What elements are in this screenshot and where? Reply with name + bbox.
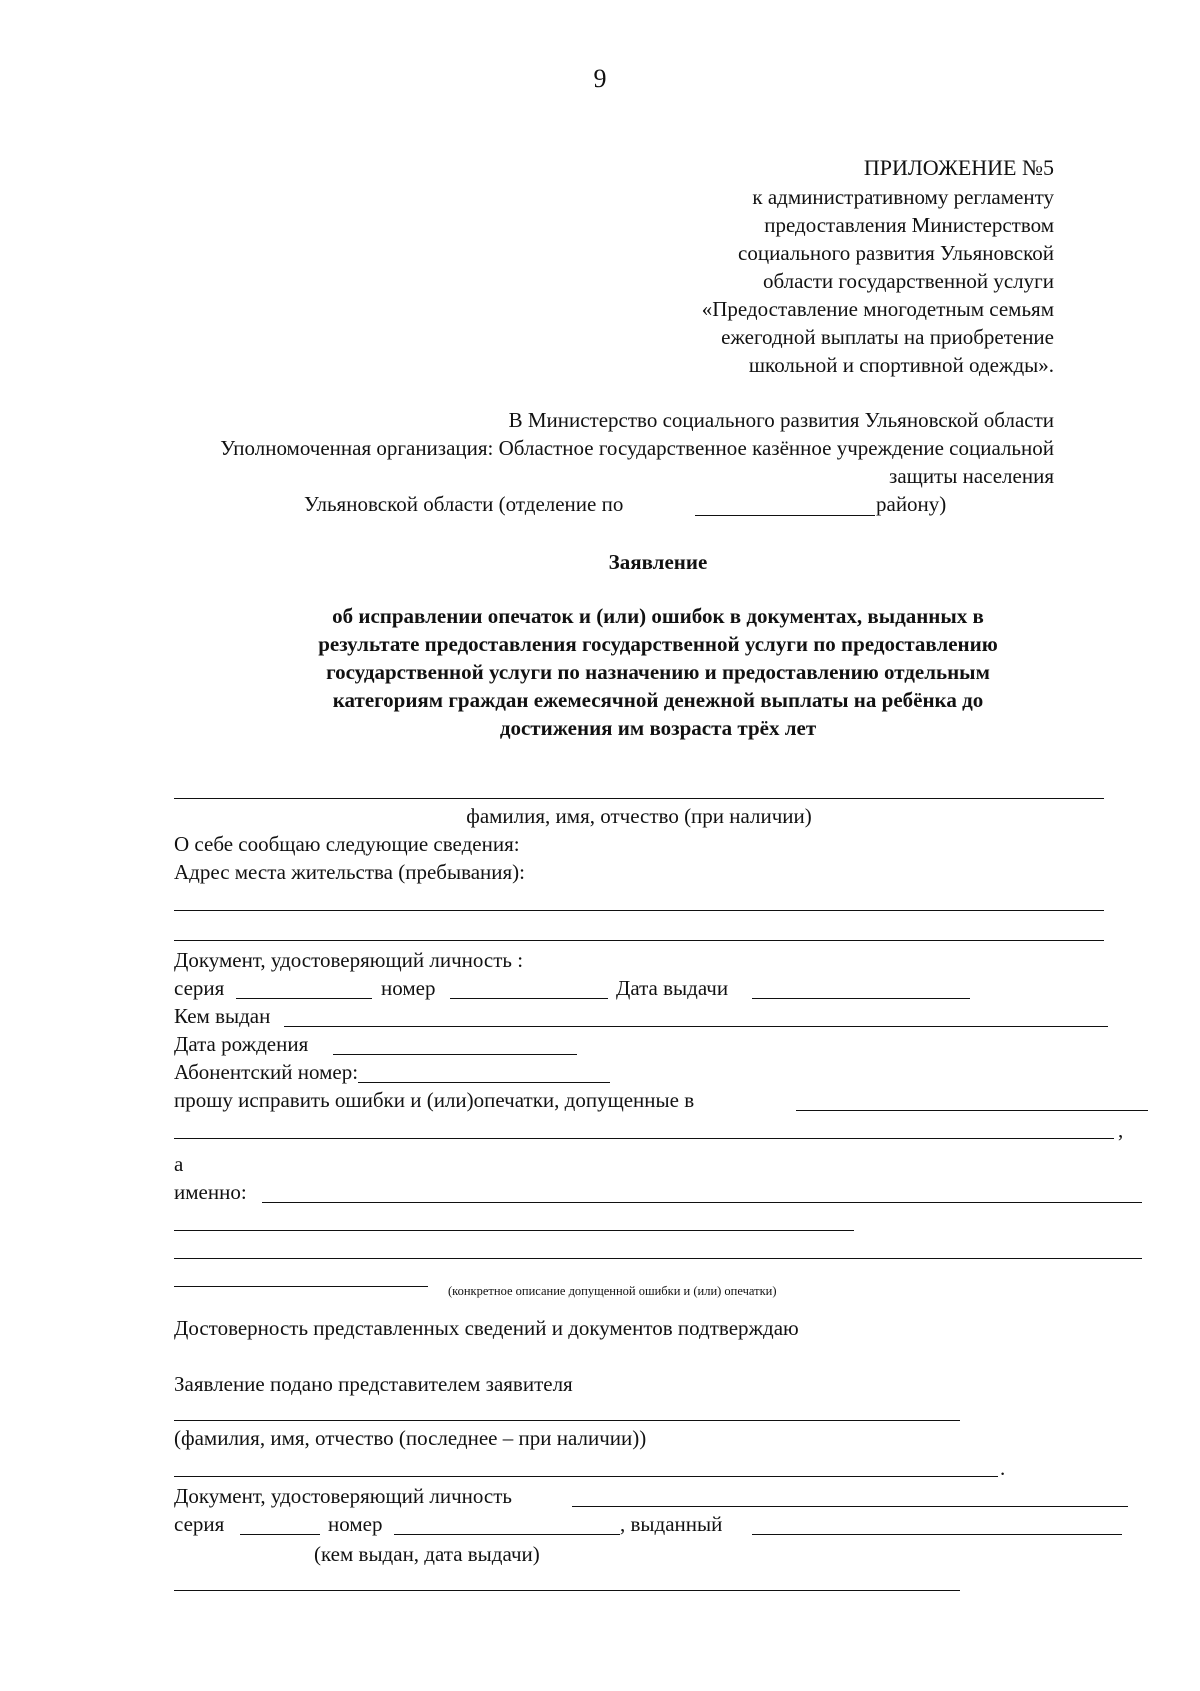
representative-issued-field[interactable]	[752, 1534, 1122, 1535]
appendix-line: предоставления Министерством	[764, 213, 1054, 237]
confirmation-text: Достоверность представленных сведений и документов подтверждаю	[174, 1316, 799, 1340]
applicant-fio-caption: фамилия, имя, отчество (при наличии)	[466, 804, 812, 828]
error-field-3[interactable]	[174, 1258, 1142, 1259]
representative-issued-caption: (кем выдан, дата выдачи)	[314, 1542, 540, 1566]
appendix-line: школьной и спортивной одежды».	[748, 353, 1054, 377]
addressee-organization-cont: защиты населения	[889, 464, 1054, 488]
request-field-2[interactable]	[174, 1138, 1114, 1139]
appendix-line: «Предоставление многодетным семьям	[701, 297, 1054, 321]
addressee-region-label: Ульяновской области (отделение по	[304, 492, 624, 516]
representative-series-label: серия	[174, 1512, 225, 1536]
phone-field[interactable]	[358, 1082, 610, 1083]
appendix-line: ежегодной выплаты на приобретение	[721, 325, 1054, 349]
appendix-title: ПРИЛОЖЕНИЕ №5	[863, 155, 1054, 180]
appendix-line: социального развития Ульяновской	[738, 241, 1054, 265]
issued-by-field[interactable]	[284, 1026, 1108, 1027]
number-field[interactable]	[450, 998, 608, 999]
representative-dot: .	[1000, 1456, 1006, 1480]
representative-label: Заявление подано представителем заявителя	[174, 1372, 573, 1396]
representative-issued-field-2[interactable]	[174, 1590, 960, 1591]
series-label: серия	[174, 976, 225, 1000]
address-field-1[interactable]	[174, 910, 1104, 911]
subtitle-line: об исправлении опечаток и (или) ошибок в документах, выданных в	[332, 604, 984, 628]
about-label: О себе сообщаю следующие сведения:	[174, 832, 520, 856]
document-title: Заявление	[608, 550, 708, 574]
address-label: Адрес места жительства (пребывания):	[174, 860, 526, 884]
representative-fio-field-2[interactable]	[174, 1476, 998, 1477]
subtitle-line: категориям граждан ежемесячной денежной выплаты на ребёнка до	[332, 688, 984, 712]
district-field[interactable]	[695, 515, 875, 516]
error-field-4[interactable]	[174, 1286, 428, 1287]
applicant-fio-field[interactable]	[174, 798, 1104, 799]
request-field-1[interactable]	[796, 1110, 1148, 1111]
representative-number-label: номер	[328, 1512, 383, 1536]
error-field-2[interactable]	[174, 1230, 854, 1231]
series-field[interactable]	[236, 998, 372, 999]
representative-number-field[interactable]	[394, 1534, 620, 1535]
addressee-organization: Уполномоченная организация: Областное государственное казённое учреждение социальной	[220, 436, 1054, 460]
page-number: 9	[593, 64, 607, 93]
appendix-line: к административному регламенту	[752, 185, 1054, 209]
a-label: а	[174, 1152, 184, 1176]
representative-id-field[interactable]	[572, 1506, 1128, 1507]
birth-date-field[interactable]	[333, 1054, 577, 1055]
representative-series-field[interactable]	[240, 1534, 320, 1535]
issued-by-label: Кем выдан	[174, 1004, 271, 1028]
addressee-ministry: В Министерство социального развития Ульяновской области	[508, 408, 1054, 432]
request-label: прошу исправить ошибки и (или)опечатки, допущенные в	[174, 1088, 695, 1112]
request-comma: ,	[1118, 1118, 1124, 1142]
id-document-label: Документ, удостоверяющий личность :	[174, 948, 524, 972]
representative-fio-caption: (фамилия, имя, отчество (последнее – при наличии))	[174, 1426, 647, 1450]
number-label: номер	[381, 976, 436, 1000]
issue-date-label: Дата выдачи	[616, 976, 729, 1000]
phone-label: Абонентский номер:	[174, 1060, 359, 1084]
issue-date-field[interactable]	[752, 998, 970, 999]
subtitle-line: государственной услуги по назначению и предоставлению отдельным	[326, 660, 990, 684]
subtitle-line: результате предоставления государственной услуги по предоставлению	[318, 632, 998, 656]
subtitle-line: достижения им возраста трёх лет	[499, 716, 817, 740]
representative-issued-label: , выданный	[620, 1512, 723, 1536]
namely-label: именно:	[174, 1180, 247, 1204]
representative-id-label: Документ, удостоверяющий личность	[174, 1484, 512, 1508]
appendix-line: области государственной услуги	[762, 269, 1054, 293]
error-caption: (конкретное описание допущенной ошибки и (или) опечатки)	[448, 1284, 777, 1298]
addressee-region-suffix: району)	[876, 492, 947, 516]
error-field-1[interactable]	[262, 1202, 1142, 1203]
address-field-2[interactable]	[174, 940, 1104, 941]
birth-date-label: Дата рождения	[174, 1032, 309, 1056]
representative-fio-field[interactable]	[174, 1420, 960, 1421]
